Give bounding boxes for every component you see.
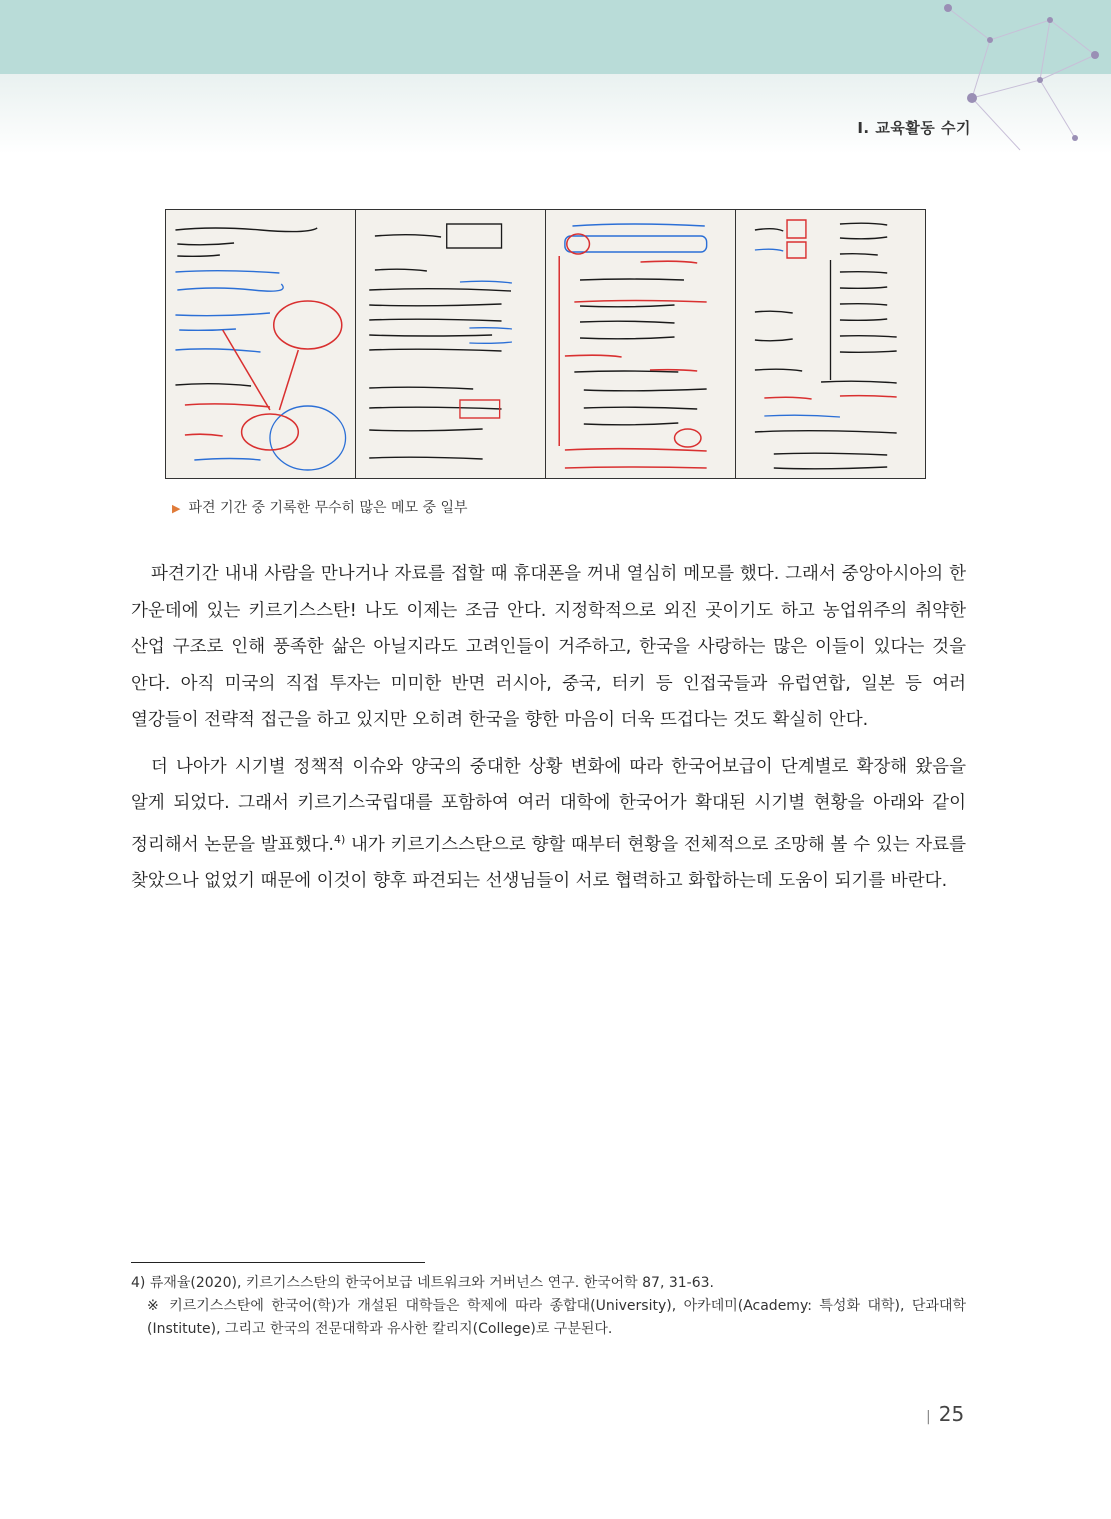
- caption-marker-icon: ▶: [172, 502, 181, 515]
- footnote-note: ※ 키르기스스탄에 한국어(학)가 개설된 대학들은 학제에 따라 종합대(University), 아카데미(Academy: 특성화 대학), 단과대학(Institute), 그리고 한국의 전문대학과 유사한 칼리지(College)로 구분된다.: [147, 1298, 966, 1337]
- memo-photo-strip: [165, 209, 926, 479]
- body-text: [131, 556, 966, 909]
- figure-caption: [172, 497, 468, 517]
- figure-caption-text: 파견 기간 중 기록한 무수히 많은 메모 중 일부: [188, 500, 468, 516]
- memo-photo-1: [166, 210, 356, 478]
- page-number-value: 25: [938, 1402, 965, 1426]
- footnote-ref: 4): [333, 832, 346, 846]
- section-title: Ⅰ. 교육활동 수기: [857, 119, 971, 137]
- footnote-citation: 4) 류재율(2020), 키르기스스탄의 한국어보급 네트워크와 거버넌스 연구. 한국어학 87, 31-63.: [131, 1275, 714, 1291]
- memo-photo-2: [356, 210, 546, 478]
- footnote: [131, 1272, 966, 1341]
- paragraph-1: 파견기간 내내 사람을 만나거나 자료를 접할 때 휴대폰을 꺼내 열심히 메모를 했다. 그래서 중앙아시아의 한 가운데에 있는 키르기스스탄! 나도 이제는 조금 안다. 지정학적으로 외진 곳이기도 하고 농업위주의 취약한 산업 구조로 인해 풍족한 삶은 아닐지라도 고려인들이 거주하고, 한국을 사랑하는 많은 이들이 있다는 것을 안다. 아직 미국의 직접 투자는 미미한 반면 러시아, 중국, 터키 등 인접국들과 유럽연합, 일본 등 여러 열강들이 전략적 접근을 하고 있지만 오히려 한국을 향한 마음이 더욱 뜨겁다는 것도 확실히 안다.: [131, 564, 966, 730]
- memo-photo-4: [736, 210, 925, 478]
- page-number: [926, 1402, 964, 1426]
- paragraph-2: [131, 749, 966, 900]
- footnote-rule: [131, 1262, 425, 1263]
- paragraph-2-part-2: 내가 키르기스스탄으로 향할 때부터 현황을 전체적으로 조망해 볼 수 있는 자료를 찾았으나 없었기 때문에 이것이 향후 파견되는 선생님들이 서로 협력하고 화합하는데 도움이 되기를 바란다.: [131, 834, 966, 891]
- memo-photo-3: [546, 210, 736, 478]
- page-number-divider: |: [926, 1409, 931, 1425]
- paragraph-2-part-1: 더 나아가 시기별 정책적 이슈와 양국의 중대한 상황 변화에 따라 한국어보급이 단계별로 확장해 왔음을 알게 되었다. 그래서 키르기스국립대를 포함하여 여러 대학에 한국어가 확대된 시기별 현황을 아래와 같이 정리해서 논문을 발표했다.: [131, 756, 966, 855]
